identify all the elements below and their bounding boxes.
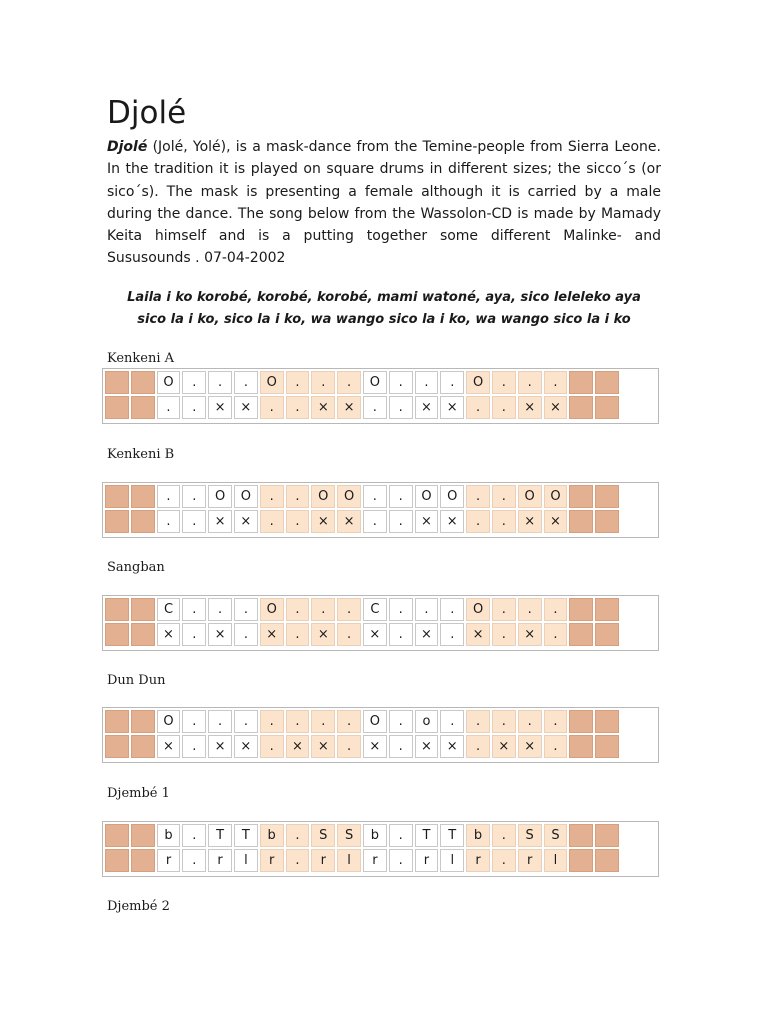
beat-cell: .: [363, 485, 387, 508]
beat-cell: ×: [260, 623, 284, 646]
beat-cell: .: [286, 710, 310, 733]
beat-cell: .: [286, 510, 310, 533]
beat-cell: l: [234, 849, 258, 872]
beat-cell: O: [260, 598, 284, 621]
edge-cell: [595, 371, 619, 394]
beat-cell: ×: [544, 396, 568, 419]
beat-cell: .: [260, 710, 284, 733]
beat-cell: .: [363, 396, 387, 419]
beat-cell: O: [466, 371, 490, 394]
edge-cell: [131, 485, 155, 508]
edge-cell: [569, 849, 593, 872]
edge-cell: [131, 396, 155, 419]
beat-cell: ×: [440, 510, 464, 533]
beat-cell: T: [208, 824, 232, 847]
rhythm-grid-kenkeni-b: [102, 482, 659, 538]
beat-cell: .: [182, 623, 206, 646]
edge-cell: [131, 849, 155, 872]
beat-cell: .: [182, 371, 206, 394]
section-label-dun-dun: Dun Dun: [107, 673, 166, 688]
beat-cell: .: [337, 710, 361, 733]
beat-cell: .: [492, 710, 516, 733]
beat-cell: .: [260, 485, 284, 508]
beat-cell: ×: [157, 623, 181, 646]
intro-lead: Djolé: [107, 139, 148, 155]
beat-cell: S: [518, 824, 542, 847]
beat-cell: ×: [466, 623, 490, 646]
section-label-kenkeni-b: Kenkeni B: [107, 447, 175, 462]
edge-cell: [595, 598, 619, 621]
edge-cell: [105, 735, 129, 758]
beat-cell: ×: [518, 623, 542, 646]
beat-cell: O: [337, 485, 361, 508]
beat-cell: .: [440, 710, 464, 733]
rhythm-table: [103, 708, 621, 760]
edge-cell: [595, 485, 619, 508]
beat-cell: ×: [440, 396, 464, 419]
intro-body: (Jolé, Yolé), is a mask-dance from the Temine-people from Sierra Leone. In the tradition it is played on square drums in different sizes; the sicco´s (or sico´s). The mask is presenting a female although it is carried by a male during the dance. The song below from the Wassolon-CD is made by Mamady Keita himself and is a putting together some different Malinke- and Sususounds . 07-04-2002: [107, 139, 661, 267]
beat-cell: ×: [208, 510, 232, 533]
beat-cell: .: [260, 510, 284, 533]
edge-cell: [595, 735, 619, 758]
beat-cell: .: [157, 485, 181, 508]
beat-cell: ×: [311, 623, 335, 646]
beat-cell: ×: [415, 735, 439, 758]
beat-cell: O: [157, 710, 181, 733]
edge-cell: [131, 824, 155, 847]
beat-cell: .: [544, 735, 568, 758]
beat-cell: O: [234, 485, 258, 508]
beat-cell: .: [182, 710, 206, 733]
beat-cell: O: [544, 485, 568, 508]
beat-cell: ×: [518, 510, 542, 533]
beat-cell: .: [389, 735, 413, 758]
beat-cell: l: [440, 849, 464, 872]
beat-cell: .: [389, 485, 413, 508]
beat-cell: T: [440, 824, 464, 847]
beat-cell: .: [544, 623, 568, 646]
edge-cell: [105, 598, 129, 621]
beat-cell: .: [415, 598, 439, 621]
section-label-djembe-2: Djembé 2: [107, 899, 170, 914]
beat-cell: O: [260, 371, 284, 394]
beat-cell: T: [415, 824, 439, 847]
beat-cell: ×: [518, 396, 542, 419]
beat-cell: .: [182, 598, 206, 621]
beat-cell: ×: [440, 735, 464, 758]
beat-cell: o: [415, 710, 439, 733]
song-lyrics: [107, 287, 661, 331]
rhythm-table: [103, 483, 621, 535]
beat-cell: ×: [415, 623, 439, 646]
beat-cell: .: [286, 598, 310, 621]
beat-cell: ×: [234, 396, 258, 419]
rhythm-row: [105, 623, 619, 646]
beat-cell: b: [363, 824, 387, 847]
beat-cell: .: [466, 510, 490, 533]
beat-cell: ×: [208, 396, 232, 419]
beat-cell: S: [311, 824, 335, 847]
beat-cell: O: [311, 485, 335, 508]
beat-cell: O: [415, 485, 439, 508]
edge-cell: [105, 485, 129, 508]
rhythm-table: [103, 369, 621, 421]
beat-cell: ×: [311, 510, 335, 533]
beat-cell: ×: [363, 623, 387, 646]
beat-cell: O: [363, 710, 387, 733]
beat-cell: .: [492, 510, 516, 533]
beat-cell: .: [389, 710, 413, 733]
beat-cell: .: [234, 371, 258, 394]
beat-cell: .: [466, 735, 490, 758]
beat-cell: l: [337, 849, 361, 872]
beat-cell: .: [440, 371, 464, 394]
edge-cell: [131, 371, 155, 394]
edge-cell: [131, 735, 155, 758]
beat-cell: .: [182, 735, 206, 758]
beat-cell: .: [518, 371, 542, 394]
beat-cell: .: [440, 623, 464, 646]
edge-cell: [105, 396, 129, 419]
edge-cell: [131, 710, 155, 733]
beat-cell: .: [389, 598, 413, 621]
edge-cell: [595, 623, 619, 646]
beat-cell: .: [286, 485, 310, 508]
beat-cell: .: [234, 623, 258, 646]
beat-cell: r: [466, 849, 490, 872]
beat-cell: .: [389, 510, 413, 533]
edge-cell: [569, 396, 593, 419]
beat-cell: .: [182, 824, 206, 847]
beat-cell: b: [260, 824, 284, 847]
beat-cell: O: [466, 598, 490, 621]
beat-cell: .: [440, 598, 464, 621]
page-title: Djolé: [107, 95, 187, 131]
beat-cell: .: [389, 849, 413, 872]
beat-cell: .: [234, 598, 258, 621]
rhythm-grid-djembe-1: [102, 821, 659, 877]
beat-cell: .: [337, 735, 361, 758]
beat-cell: .: [311, 371, 335, 394]
beat-cell: O: [440, 485, 464, 508]
rhythm-row: [105, 510, 619, 533]
beat-cell: .: [182, 485, 206, 508]
beat-cell: .: [466, 710, 490, 733]
edge-cell: [595, 824, 619, 847]
beat-cell: r: [363, 849, 387, 872]
beat-cell: .: [389, 824, 413, 847]
beat-cell: .: [363, 510, 387, 533]
rhythm-row: [105, 710, 619, 733]
beat-cell: ×: [286, 735, 310, 758]
rhythm-table: [103, 596, 621, 648]
beat-cell: ×: [311, 396, 335, 419]
beat-cell: O: [518, 485, 542, 508]
beat-cell: .: [492, 623, 516, 646]
beat-cell: .: [234, 710, 258, 733]
beat-cell: r: [415, 849, 439, 872]
beat-cell: ×: [415, 510, 439, 533]
beat-cell: .: [260, 735, 284, 758]
beat-cell: r: [518, 849, 542, 872]
edge-cell: [595, 710, 619, 733]
beat-cell: .: [311, 710, 335, 733]
rhythm-row: [105, 849, 619, 872]
beat-cell: ×: [157, 735, 181, 758]
beat-cell: O: [208, 485, 232, 508]
beat-cell: .: [492, 824, 516, 847]
edge-cell: [595, 849, 619, 872]
rhythm-row: [105, 485, 619, 508]
beat-cell: .: [389, 371, 413, 394]
beat-cell: .: [389, 396, 413, 419]
edge-cell: [569, 710, 593, 733]
beat-cell: r: [260, 849, 284, 872]
beat-cell: .: [544, 371, 568, 394]
beat-cell: .: [492, 396, 516, 419]
lyrics-line-1: Laila i ko korobé, korobé, korobé, mami watoné, aya, sico leleleko aya: [127, 290, 641, 305]
beat-cell: ×: [208, 735, 232, 758]
beat-cell: ×: [363, 735, 387, 758]
beat-cell: r: [311, 849, 335, 872]
beat-cell: .: [492, 371, 516, 394]
beat-cell: ×: [337, 396, 361, 419]
edge-cell: [105, 371, 129, 394]
beat-cell: .: [157, 396, 181, 419]
edge-cell: [569, 485, 593, 508]
beat-cell: C: [157, 598, 181, 621]
beat-cell: ×: [492, 735, 516, 758]
beat-cell: r: [157, 849, 181, 872]
beat-cell: .: [544, 598, 568, 621]
rhythm-row: [105, 735, 619, 758]
beat-cell: .: [286, 371, 310, 394]
beat-cell: b: [157, 824, 181, 847]
rhythm-table: [103, 822, 621, 874]
section-label-djembe-1: Djembé 1: [107, 786, 170, 801]
edge-cell: [569, 735, 593, 758]
beat-cell: b: [466, 824, 490, 847]
beat-cell: .: [415, 371, 439, 394]
edge-cell: [105, 849, 129, 872]
beat-cell: O: [157, 371, 181, 394]
beat-cell: .: [208, 598, 232, 621]
beat-cell: ×: [544, 510, 568, 533]
beat-cell: .: [492, 598, 516, 621]
edge-cell: [131, 623, 155, 646]
rhythm-grid-dun-dun: [102, 707, 659, 763]
rhythm-grid-kenkeni-a: [102, 368, 659, 424]
beat-cell: ×: [208, 623, 232, 646]
beat-cell: .: [337, 598, 361, 621]
lyrics-line-2: sico la i ko, sico la i ko, wa wango sico la i ko, wa wango sico la i ko: [137, 312, 631, 327]
beat-cell: .: [544, 710, 568, 733]
edge-cell: [569, 510, 593, 533]
beat-cell: .: [337, 371, 361, 394]
beat-cell: ×: [518, 735, 542, 758]
beat-cell: .: [492, 485, 516, 508]
beat-cell: .: [518, 598, 542, 621]
edge-cell: [595, 396, 619, 419]
beat-cell: .: [286, 824, 310, 847]
beat-cell: .: [182, 396, 206, 419]
beat-cell: O: [363, 371, 387, 394]
edge-cell: [131, 510, 155, 533]
edge-cell: [105, 710, 129, 733]
beat-cell: ×: [234, 510, 258, 533]
beat-cell: .: [389, 623, 413, 646]
beat-cell: .: [157, 510, 181, 533]
beat-cell: .: [311, 598, 335, 621]
rhythm-row: [105, 371, 619, 394]
beat-cell: .: [260, 396, 284, 419]
edge-cell: [595, 510, 619, 533]
beat-cell: ×: [234, 735, 258, 758]
beat-cell: .: [492, 849, 516, 872]
beat-cell: .: [208, 371, 232, 394]
edge-cell: [569, 598, 593, 621]
beat-cell: .: [182, 849, 206, 872]
intro-paragraph: [107, 136, 661, 270]
section-label-kenkeni-a: Kenkeni A: [107, 351, 175, 366]
rhythm-grid-sangban: [102, 595, 659, 651]
edge-cell: [105, 824, 129, 847]
beat-cell: ×: [415, 396, 439, 419]
edge-cell: [569, 824, 593, 847]
beat-cell: .: [286, 623, 310, 646]
beat-cell: .: [337, 623, 361, 646]
rhythm-row: [105, 824, 619, 847]
beat-cell: .: [208, 710, 232, 733]
edge-cell: [569, 623, 593, 646]
beat-cell: ×: [337, 510, 361, 533]
edge-cell: [569, 371, 593, 394]
beat-cell: l: [544, 849, 568, 872]
beat-cell: .: [466, 396, 490, 419]
edge-cell: [131, 598, 155, 621]
beat-cell: r: [208, 849, 232, 872]
beat-cell: ×: [311, 735, 335, 758]
section-label-sangban: Sangban: [107, 560, 165, 575]
edge-cell: [105, 510, 129, 533]
beat-cell: .: [286, 396, 310, 419]
beat-cell: T: [234, 824, 258, 847]
edge-cell: [105, 623, 129, 646]
beat-cell: .: [466, 485, 490, 508]
beat-cell: C: [363, 598, 387, 621]
beat-cell: S: [337, 824, 361, 847]
beat-cell: S: [544, 824, 568, 847]
rhythm-row: [105, 396, 619, 419]
beat-cell: .: [286, 849, 310, 872]
beat-cell: .: [518, 710, 542, 733]
beat-cell: .: [182, 510, 206, 533]
rhythm-row: [105, 598, 619, 621]
